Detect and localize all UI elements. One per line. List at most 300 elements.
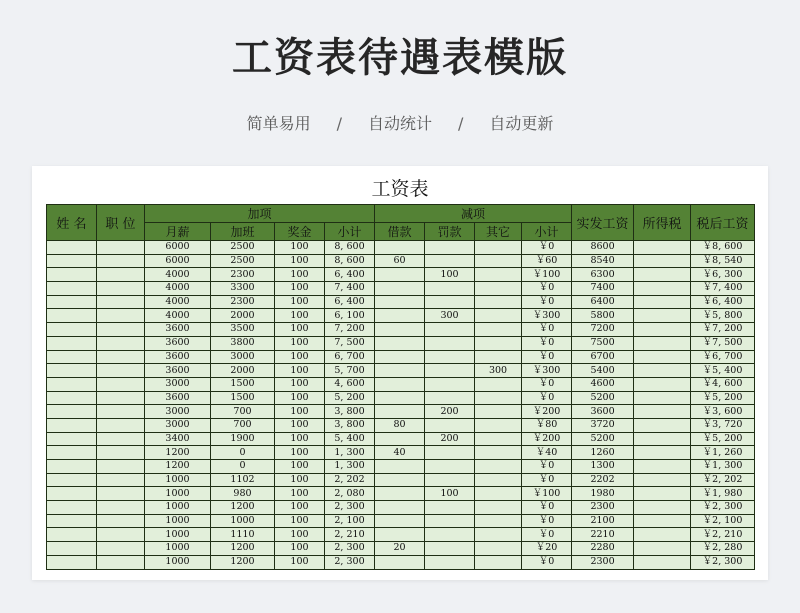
cell-actual-wage[interactable]: 5200 xyxy=(572,432,634,446)
cell-actual-wage[interactable]: 6700 xyxy=(572,350,634,364)
cell-loan[interactable]: 20 xyxy=(375,542,425,556)
cell-after-tax-wage[interactable]: ￥5, 800 xyxy=(691,309,755,323)
cell-actual-wage[interactable]: 6400 xyxy=(572,295,634,309)
cell-actual-wage[interactable]: 2280 xyxy=(572,542,634,556)
cell-name[interactable] xyxy=(47,473,97,487)
cell-after-tax-wage[interactable]: ￥2, 300 xyxy=(691,555,755,569)
cell-name[interactable] xyxy=(47,309,97,323)
cell-actual-wage[interactable]: 2300 xyxy=(572,555,634,569)
cell-bonus[interactable]: 100 xyxy=(275,336,325,350)
cell-deduct-subtotal[interactable]: ￥0 xyxy=(522,350,572,364)
cell-deduct-subtotal[interactable]: ￥80 xyxy=(522,418,572,432)
cell-other[interactable] xyxy=(475,350,522,364)
cell-monthly-salary[interactable]: 4000 xyxy=(145,282,211,296)
cell-overtime[interactable]: 3300 xyxy=(211,282,275,296)
cell-position[interactable] xyxy=(97,336,145,350)
cell-other[interactable] xyxy=(475,514,522,528)
cell-loan[interactable] xyxy=(375,460,425,474)
cell-other[interactable] xyxy=(475,377,522,391)
cell-fine[interactable] xyxy=(425,295,475,309)
cell-monthly-salary[interactable]: 1200 xyxy=(145,460,211,474)
cell-overtime[interactable]: 1000 xyxy=(211,514,275,528)
cell-position[interactable] xyxy=(97,309,145,323)
cell-fine[interactable] xyxy=(425,241,475,255)
cell-after-tax-wage[interactable]: ￥8, 600 xyxy=(691,241,755,255)
cell-after-tax-wage[interactable]: ￥1, 980 xyxy=(691,487,755,501)
cell-other[interactable] xyxy=(475,487,522,501)
cell-overtime[interactable]: 2500 xyxy=(211,241,275,255)
cell-deduct-subtotal[interactable]: ￥0 xyxy=(522,323,572,337)
cell-bonus[interactable]: 100 xyxy=(275,254,325,268)
cell-deduct-subtotal[interactable]: ￥100 xyxy=(522,268,572,282)
cell-fine[interactable] xyxy=(425,323,475,337)
cell-other[interactable] xyxy=(475,473,522,487)
cell-overtime[interactable]: 2300 xyxy=(211,268,275,282)
cell-income-tax[interactable] xyxy=(634,487,691,501)
cell-overtime[interactable]: 2300 xyxy=(211,295,275,309)
cell-add-subtotal[interactable]: 5, 400 xyxy=(325,432,375,446)
cell-overtime[interactable]: 1200 xyxy=(211,542,275,556)
cell-add-subtotal[interactable]: 8, 600 xyxy=(325,254,375,268)
cell-overtime[interactable]: 700 xyxy=(211,405,275,419)
cell-deduct-subtotal[interactable]: ￥0 xyxy=(522,528,572,542)
cell-other[interactable] xyxy=(475,282,522,296)
cell-deduct-subtotal[interactable]: ￥20 xyxy=(522,542,572,556)
cell-name[interactable] xyxy=(47,295,97,309)
cell-fine[interactable] xyxy=(425,514,475,528)
cell-overtime[interactable]: 1102 xyxy=(211,473,275,487)
cell-overtime[interactable]: 700 xyxy=(211,418,275,432)
cell-fine[interactable] xyxy=(425,418,475,432)
cell-fine[interactable] xyxy=(425,542,475,556)
cell-monthly-salary[interactable]: 6000 xyxy=(145,241,211,255)
cell-add-subtotal[interactable]: 2, 202 xyxy=(325,473,375,487)
cell-fine[interactable] xyxy=(425,555,475,569)
cell-name[interactable] xyxy=(47,528,97,542)
cell-position[interactable] xyxy=(97,323,145,337)
cell-other[interactable] xyxy=(475,241,522,255)
cell-overtime[interactable]: 980 xyxy=(211,487,275,501)
cell-other[interactable] xyxy=(475,336,522,350)
cell-actual-wage[interactable]: 2202 xyxy=(572,473,634,487)
cell-monthly-salary[interactable]: 3600 xyxy=(145,323,211,337)
cell-deduct-subtotal[interactable]: ￥40 xyxy=(522,446,572,460)
cell-add-subtotal[interactable]: 5, 200 xyxy=(325,391,375,405)
cell-fine[interactable] xyxy=(425,336,475,350)
cell-actual-wage[interactable]: 8540 xyxy=(572,254,634,268)
cell-loan[interactable] xyxy=(375,364,425,378)
cell-bonus[interactable]: 100 xyxy=(275,446,325,460)
cell-position[interactable] xyxy=(97,364,145,378)
cell-loan[interactable] xyxy=(375,555,425,569)
cell-bonus[interactable]: 100 xyxy=(275,309,325,323)
cell-monthly-salary[interactable]: 1000 xyxy=(145,487,211,501)
cell-bonus[interactable]: 100 xyxy=(275,418,325,432)
cell-overtime[interactable]: 2500 xyxy=(211,254,275,268)
cell-income-tax[interactable] xyxy=(634,268,691,282)
cell-income-tax[interactable] xyxy=(634,501,691,515)
cell-overtime[interactable]: 1200 xyxy=(211,501,275,515)
cell-position[interactable] xyxy=(97,391,145,405)
cell-loan[interactable] xyxy=(375,473,425,487)
cell-other[interactable] xyxy=(475,391,522,405)
cell-add-subtotal[interactable]: 7, 400 xyxy=(325,282,375,296)
cell-actual-wage[interactable]: 1300 xyxy=(572,460,634,474)
cell-bonus[interactable]: 100 xyxy=(275,241,325,255)
cell-actual-wage[interactable]: 8600 xyxy=(572,241,634,255)
cell-after-tax-wage[interactable]: ￥7, 500 xyxy=(691,336,755,350)
cell-fine[interactable] xyxy=(425,473,475,487)
cell-fine[interactable] xyxy=(425,282,475,296)
cell-deduct-subtotal[interactable]: ￥0 xyxy=(522,501,572,515)
cell-add-subtotal[interactable]: 8, 600 xyxy=(325,241,375,255)
cell-other[interactable] xyxy=(475,528,522,542)
cell-after-tax-wage[interactable]: ￥2, 202 xyxy=(691,473,755,487)
cell-income-tax[interactable] xyxy=(634,446,691,460)
cell-name[interactable] xyxy=(47,254,97,268)
cell-overtime[interactable]: 2000 xyxy=(211,364,275,378)
cell-fine[interactable]: 200 xyxy=(425,432,475,446)
cell-deduct-subtotal[interactable]: ￥0 xyxy=(522,241,572,255)
cell-actual-wage[interactable]: 1980 xyxy=(572,487,634,501)
cell-monthly-salary[interactable]: 4000 xyxy=(145,295,211,309)
cell-income-tax[interactable] xyxy=(634,432,691,446)
cell-position[interactable] xyxy=(97,446,145,460)
cell-income-tax[interactable] xyxy=(634,364,691,378)
cell-deduct-subtotal[interactable]: ￥200 xyxy=(522,432,572,446)
cell-bonus[interactable]: 100 xyxy=(275,514,325,528)
cell-fine[interactable] xyxy=(425,446,475,460)
cell-income-tax[interactable] xyxy=(634,460,691,474)
cell-name[interactable] xyxy=(47,487,97,501)
cell-deduct-subtotal[interactable]: ￥0 xyxy=(522,555,572,569)
cell-after-tax-wage[interactable]: ￥6, 400 xyxy=(691,295,755,309)
cell-deduct-subtotal[interactable]: ￥0 xyxy=(522,473,572,487)
cell-name[interactable] xyxy=(47,336,97,350)
cell-position[interactable] xyxy=(97,350,145,364)
cell-overtime[interactable]: 1110 xyxy=(211,528,275,542)
cell-after-tax-wage[interactable]: ￥6, 300 xyxy=(691,268,755,282)
cell-deduct-subtotal[interactable]: ￥300 xyxy=(522,309,572,323)
cell-income-tax[interactable] xyxy=(634,555,691,569)
cell-bonus[interactable]: 100 xyxy=(275,473,325,487)
cell-income-tax[interactable] xyxy=(634,350,691,364)
cell-deduct-subtotal[interactable]: ￥100 xyxy=(522,487,572,501)
cell-overtime[interactable]: 2000 xyxy=(211,309,275,323)
cell-name[interactable] xyxy=(47,460,97,474)
cell-bonus[interactable]: 100 xyxy=(275,555,325,569)
cell-fine[interactable]: 300 xyxy=(425,309,475,323)
cell-income-tax[interactable] xyxy=(634,282,691,296)
cell-position[interactable] xyxy=(97,295,145,309)
cell-loan[interactable]: 40 xyxy=(375,446,425,460)
cell-bonus[interactable]: 100 xyxy=(275,542,325,556)
cell-deduct-subtotal[interactable]: ￥300 xyxy=(522,364,572,378)
cell-loan[interactable] xyxy=(375,241,425,255)
cell-after-tax-wage[interactable]: ￥4, 600 xyxy=(691,377,755,391)
cell-overtime[interactable]: 0 xyxy=(211,446,275,460)
cell-add-subtotal[interactable]: 3, 800 xyxy=(325,405,375,419)
cell-position[interactable] xyxy=(97,501,145,515)
cell-overtime[interactable]: 3000 xyxy=(211,350,275,364)
cell-monthly-salary[interactable]: 3600 xyxy=(145,364,211,378)
cell-monthly-salary[interactable]: 3000 xyxy=(145,418,211,432)
cell-fine[interactable] xyxy=(425,460,475,474)
cell-other[interactable] xyxy=(475,501,522,515)
cell-actual-wage[interactable]: 7200 xyxy=(572,323,634,337)
cell-income-tax[interactable] xyxy=(634,391,691,405)
cell-fine[interactable]: 100 xyxy=(425,487,475,501)
cell-bonus[interactable]: 100 xyxy=(275,295,325,309)
cell-loan[interactable] xyxy=(375,487,425,501)
cell-fine[interactable]: 100 xyxy=(425,268,475,282)
cell-position[interactable] xyxy=(97,460,145,474)
cell-monthly-salary[interactable]: 3600 xyxy=(145,391,211,405)
cell-add-subtotal[interactable]: 6, 100 xyxy=(325,309,375,323)
cell-loan[interactable]: 80 xyxy=(375,418,425,432)
cell-deduct-subtotal[interactable]: ￥60 xyxy=(522,254,572,268)
cell-overtime[interactable]: 1900 xyxy=(211,432,275,446)
cell-after-tax-wage[interactable]: ￥3, 720 xyxy=(691,418,755,432)
cell-after-tax-wage[interactable]: ￥2, 280 xyxy=(691,542,755,556)
cell-overtime[interactable]: 0 xyxy=(211,460,275,474)
cell-actual-wage[interactable]: 7400 xyxy=(572,282,634,296)
cell-deduct-subtotal[interactable]: ￥0 xyxy=(522,514,572,528)
cell-monthly-salary[interactable]: 1000 xyxy=(145,542,211,556)
cell-monthly-salary[interactable]: 6000 xyxy=(145,254,211,268)
cell-income-tax[interactable] xyxy=(634,405,691,419)
cell-loan[interactable] xyxy=(375,309,425,323)
cell-after-tax-wage[interactable]: ￥2, 210 xyxy=(691,528,755,542)
cell-overtime[interactable]: 3800 xyxy=(211,336,275,350)
cell-add-subtotal[interactable]: 3, 800 xyxy=(325,418,375,432)
cell-income-tax[interactable] xyxy=(634,309,691,323)
cell-other[interactable] xyxy=(475,405,522,419)
cell-other[interactable]: 300 xyxy=(475,364,522,378)
cell-monthly-salary[interactable]: 3000 xyxy=(145,377,211,391)
cell-deduct-subtotal[interactable]: ￥0 xyxy=(522,377,572,391)
cell-loan[interactable] xyxy=(375,405,425,419)
cell-position[interactable] xyxy=(97,377,145,391)
cell-overtime[interactable]: 1500 xyxy=(211,391,275,405)
cell-monthly-salary[interactable]: 1000 xyxy=(145,501,211,515)
cell-loan[interactable] xyxy=(375,528,425,542)
cell-bonus[interactable]: 100 xyxy=(275,282,325,296)
cell-overtime[interactable]: 3500 xyxy=(211,323,275,337)
cell-actual-wage[interactable]: 3600 xyxy=(572,405,634,419)
cell-loan[interactable] xyxy=(375,350,425,364)
cell-actual-wage[interactable]: 3720 xyxy=(572,418,634,432)
cell-bonus[interactable]: 100 xyxy=(275,377,325,391)
cell-other[interactable] xyxy=(475,432,522,446)
cell-fine[interactable] xyxy=(425,254,475,268)
cell-position[interactable] xyxy=(97,528,145,542)
cell-income-tax[interactable] xyxy=(634,418,691,432)
cell-loan[interactable] xyxy=(375,295,425,309)
cell-name[interactable] xyxy=(47,542,97,556)
cell-name[interactable] xyxy=(47,418,97,432)
cell-other[interactable] xyxy=(475,542,522,556)
cell-add-subtotal[interactable]: 2, 300 xyxy=(325,501,375,515)
cell-position[interactable] xyxy=(97,473,145,487)
cell-bonus[interactable]: 100 xyxy=(275,528,325,542)
cell-after-tax-wage[interactable]: ￥7, 200 xyxy=(691,323,755,337)
cell-loan[interactable] xyxy=(375,282,425,296)
cell-position[interactable] xyxy=(97,555,145,569)
cell-monthly-salary[interactable]: 1000 xyxy=(145,528,211,542)
cell-income-tax[interactable] xyxy=(634,254,691,268)
cell-income-tax[interactable] xyxy=(634,377,691,391)
cell-income-tax[interactable] xyxy=(634,323,691,337)
cell-name[interactable] xyxy=(47,268,97,282)
cell-fine[interactable] xyxy=(425,350,475,364)
cell-name[interactable] xyxy=(47,350,97,364)
cell-position[interactable] xyxy=(97,241,145,255)
cell-other[interactable] xyxy=(475,555,522,569)
cell-after-tax-wage[interactable]: ￥2, 300 xyxy=(691,501,755,515)
cell-actual-wage[interactable]: 5800 xyxy=(572,309,634,323)
cell-other[interactable] xyxy=(475,309,522,323)
cell-other[interactable] xyxy=(475,295,522,309)
cell-monthly-salary[interactable]: 1000 xyxy=(145,514,211,528)
cell-bonus[interactable]: 100 xyxy=(275,432,325,446)
cell-fine[interactable] xyxy=(425,501,475,515)
cell-position[interactable] xyxy=(97,254,145,268)
cell-name[interactable] xyxy=(47,282,97,296)
cell-after-tax-wage[interactable]: ￥5, 200 xyxy=(691,391,755,405)
cell-name[interactable] xyxy=(47,323,97,337)
cell-bonus[interactable]: 100 xyxy=(275,364,325,378)
cell-actual-wage[interactable]: 6300 xyxy=(572,268,634,282)
cell-after-tax-wage[interactable]: ￥1, 260 xyxy=(691,446,755,460)
cell-position[interactable] xyxy=(97,487,145,501)
cell-monthly-salary[interactable]: 3600 xyxy=(145,350,211,364)
cell-position[interactable] xyxy=(97,282,145,296)
cell-position[interactable] xyxy=(97,542,145,556)
cell-monthly-salary[interactable]: 1000 xyxy=(145,473,211,487)
cell-add-subtotal[interactable]: 6, 400 xyxy=(325,295,375,309)
cell-monthly-salary[interactable]: 3400 xyxy=(145,432,211,446)
cell-actual-wage[interactable]: 7500 xyxy=(572,336,634,350)
cell-deduct-subtotal[interactable]: ￥200 xyxy=(522,405,572,419)
cell-after-tax-wage[interactable]: ￥3, 600 xyxy=(691,405,755,419)
cell-bonus[interactable]: 100 xyxy=(275,501,325,515)
cell-loan[interactable] xyxy=(375,514,425,528)
cell-add-subtotal[interactable]: 7, 200 xyxy=(325,323,375,337)
cell-name[interactable] xyxy=(47,501,97,515)
cell-monthly-salary[interactable]: 3000 xyxy=(145,405,211,419)
cell-after-tax-wage[interactable]: ￥7, 400 xyxy=(691,282,755,296)
cell-after-tax-wage[interactable]: ￥5, 200 xyxy=(691,432,755,446)
cell-fine[interactable] xyxy=(425,364,475,378)
cell-other[interactable] xyxy=(475,254,522,268)
cell-actual-wage[interactable]: 4600 xyxy=(572,377,634,391)
cell-name[interactable] xyxy=(47,446,97,460)
cell-bonus[interactable]: 100 xyxy=(275,405,325,419)
cell-name[interactable] xyxy=(47,405,97,419)
cell-actual-wage[interactable]: 1260 xyxy=(572,446,634,460)
cell-deduct-subtotal[interactable]: ￥0 xyxy=(522,391,572,405)
cell-add-subtotal[interactable]: 7, 500 xyxy=(325,336,375,350)
cell-loan[interactable] xyxy=(375,377,425,391)
cell-deduct-subtotal[interactable]: ￥0 xyxy=(522,295,572,309)
cell-monthly-salary[interactable]: 1200 xyxy=(145,446,211,460)
cell-add-subtotal[interactable]: 2, 210 xyxy=(325,528,375,542)
cell-add-subtotal[interactable]: 2, 100 xyxy=(325,514,375,528)
cell-other[interactable] xyxy=(475,418,522,432)
cell-loan[interactable] xyxy=(375,268,425,282)
cell-loan[interactable]: 60 xyxy=(375,254,425,268)
cell-other[interactable] xyxy=(475,460,522,474)
cell-actual-wage[interactable]: 2300 xyxy=(572,501,634,515)
cell-loan[interactable] xyxy=(375,323,425,337)
cell-bonus[interactable]: 100 xyxy=(275,268,325,282)
cell-position[interactable] xyxy=(97,418,145,432)
cell-bonus[interactable]: 100 xyxy=(275,460,325,474)
cell-income-tax[interactable] xyxy=(634,473,691,487)
cell-deduct-subtotal[interactable]: ￥0 xyxy=(522,460,572,474)
cell-deduct-subtotal[interactable]: ￥0 xyxy=(522,282,572,296)
cell-position[interactable] xyxy=(97,432,145,446)
cell-fine[interactable] xyxy=(425,528,475,542)
cell-monthly-salary[interactable]: 3600 xyxy=(145,336,211,350)
cell-loan[interactable] xyxy=(375,391,425,405)
cell-add-subtotal[interactable]: 2, 300 xyxy=(325,542,375,556)
cell-position[interactable] xyxy=(97,514,145,528)
cell-bonus[interactable]: 100 xyxy=(275,487,325,501)
cell-position[interactable] xyxy=(97,405,145,419)
cell-after-tax-wage[interactable]: ￥5, 400 xyxy=(691,364,755,378)
cell-add-subtotal[interactable]: 2, 080 xyxy=(325,487,375,501)
cell-name[interactable] xyxy=(47,432,97,446)
cell-actual-wage[interactable]: 2100 xyxy=(572,514,634,528)
cell-name[interactable] xyxy=(47,241,97,255)
cell-other[interactable] xyxy=(475,323,522,337)
cell-after-tax-wage[interactable]: ￥6, 700 xyxy=(691,350,755,364)
cell-add-subtotal[interactable]: 4, 600 xyxy=(325,377,375,391)
cell-after-tax-wage[interactable]: ￥1, 300 xyxy=(691,460,755,474)
cell-fine[interactable] xyxy=(425,391,475,405)
cell-income-tax[interactable] xyxy=(634,295,691,309)
cell-actual-wage[interactable]: 5400 xyxy=(572,364,634,378)
cell-actual-wage[interactable]: 2210 xyxy=(572,528,634,542)
cell-deduct-subtotal[interactable]: ￥0 xyxy=(522,336,572,350)
cell-income-tax[interactable] xyxy=(634,336,691,350)
cell-after-tax-wage[interactable]: ￥8, 540 xyxy=(691,254,755,268)
cell-name[interactable] xyxy=(47,514,97,528)
cell-overtime[interactable]: 1500 xyxy=(211,377,275,391)
cell-name[interactable] xyxy=(47,391,97,405)
cell-income-tax[interactable] xyxy=(634,241,691,255)
cell-fine[interactable] xyxy=(425,377,475,391)
cell-other[interactable] xyxy=(475,268,522,282)
cell-name[interactable] xyxy=(47,555,97,569)
cell-name[interactable] xyxy=(47,377,97,391)
cell-add-subtotal[interactable]: 6, 400 xyxy=(325,268,375,282)
cell-monthly-salary[interactable]: 4000 xyxy=(145,268,211,282)
cell-name[interactable] xyxy=(47,364,97,378)
cell-add-subtotal[interactable]: 1, 300 xyxy=(325,460,375,474)
cell-actual-wage[interactable]: 5200 xyxy=(572,391,634,405)
cell-add-subtotal[interactable]: 6, 700 xyxy=(325,350,375,364)
cell-income-tax[interactable] xyxy=(634,514,691,528)
cell-bonus[interactable]: 100 xyxy=(275,323,325,337)
cell-monthly-salary[interactable]: 1000 xyxy=(145,555,211,569)
cell-monthly-salary[interactable]: 4000 xyxy=(145,309,211,323)
cell-loan[interactable] xyxy=(375,501,425,515)
cell-overtime[interactable]: 1200 xyxy=(211,555,275,569)
cell-add-subtotal[interactable]: 2, 300 xyxy=(325,555,375,569)
